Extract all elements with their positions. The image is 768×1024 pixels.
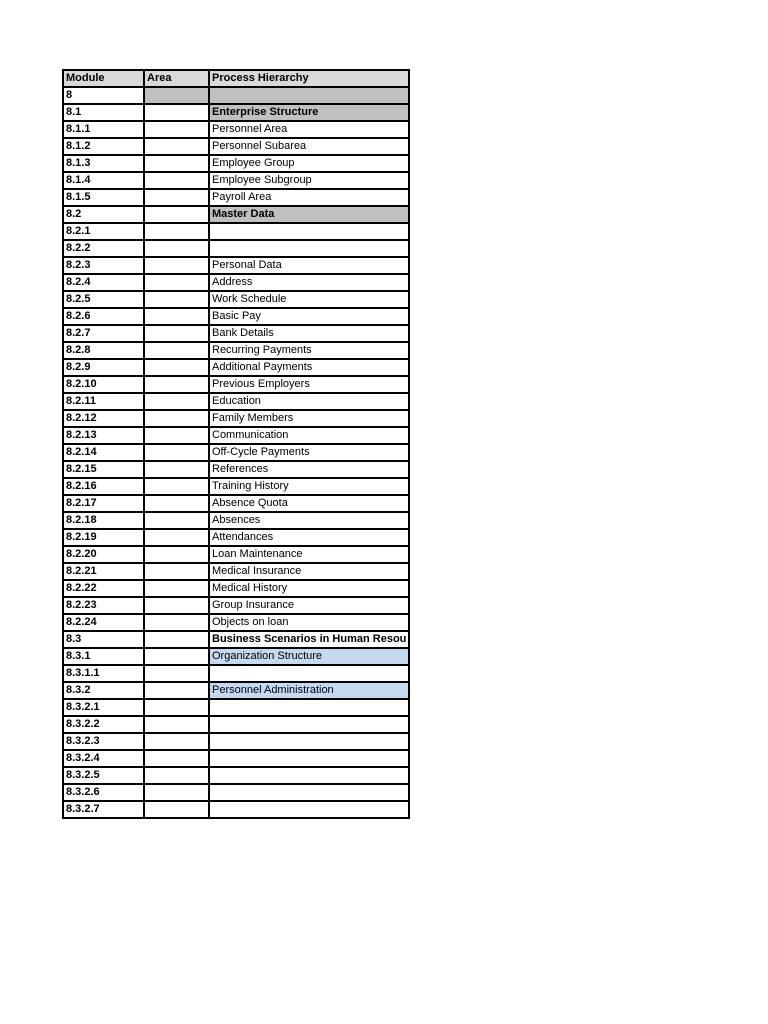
cell-area[interactable] xyxy=(144,648,209,665)
cell-process-hierarchy[interactable] xyxy=(209,240,409,257)
cell-area[interactable] xyxy=(144,784,209,801)
cell-process-hierarchy[interactable]: Loan Maintenance xyxy=(209,546,409,563)
cell-module[interactable]: 8.3.2.3 xyxy=(63,733,144,750)
table-row xyxy=(63,512,409,529)
cell-process-hierarchy[interactable]: Absence Quota xyxy=(209,495,409,512)
table-row xyxy=(63,597,409,614)
cell-area[interactable] xyxy=(144,274,209,291)
cell-area[interactable] xyxy=(144,699,209,716)
table-row xyxy=(63,546,409,563)
cell-module[interactable]: 8.2.4 xyxy=(63,274,144,291)
cell-area[interactable] xyxy=(144,257,209,274)
cell-process-hierarchy[interactable] xyxy=(209,665,409,682)
cell-process-hierarchy[interactable] xyxy=(209,716,409,733)
header-process-hierarchy[interactable]: Process Hierarchy xyxy=(209,70,409,87)
cell-process-hierarchy[interactable]: Education xyxy=(209,393,409,410)
cell-process-hierarchy[interactable]: Basic Pay xyxy=(209,308,409,325)
table-row xyxy=(63,648,409,665)
cell-process-hierarchy[interactable]: Enterprise Structure xyxy=(209,104,409,121)
cell-area[interactable] xyxy=(144,87,209,104)
cell-module[interactable]: 8.2.8 xyxy=(63,342,144,359)
cell-module[interactable]: 8.1.2 xyxy=(63,138,144,155)
cell-module[interactable]: 8.2.6 xyxy=(63,308,144,325)
cell-area[interactable] xyxy=(144,665,209,682)
cell-area[interactable] xyxy=(144,376,209,393)
cell-area[interactable] xyxy=(144,104,209,121)
cell-process-hierarchy[interactable]: Address xyxy=(209,274,409,291)
cell-module[interactable]: 8.1.3 xyxy=(63,155,144,172)
header-area[interactable]: Area xyxy=(144,70,209,87)
cell-module[interactable]: 8.2.20 xyxy=(63,546,144,563)
cell-area[interactable] xyxy=(144,172,209,189)
table-row xyxy=(63,359,409,376)
table-row xyxy=(63,767,409,784)
cell-area[interactable] xyxy=(144,240,209,257)
table-row xyxy=(63,580,409,597)
cell-area[interactable] xyxy=(144,155,209,172)
table-row xyxy=(63,631,409,648)
table-row xyxy=(63,104,409,121)
table-row xyxy=(63,206,409,223)
table-row xyxy=(63,495,409,512)
cell-process-hierarchy[interactable]: Personnel Administration xyxy=(209,682,409,699)
cell-process-hierarchy[interactable]: Personnel Subarea xyxy=(209,138,409,155)
cell-process-hierarchy[interactable] xyxy=(209,733,409,750)
table-row xyxy=(63,274,409,291)
cell-process-hierarchy[interactable]: Business Scenarios in Human Resou xyxy=(209,631,409,648)
cell-process-hierarchy[interactable] xyxy=(209,223,409,240)
cell-module[interactable]: 8.3.2.4 xyxy=(63,750,144,767)
cell-area[interactable] xyxy=(144,512,209,529)
cell-process-hierarchy[interactable]: Objects on loan xyxy=(209,614,409,631)
cell-area[interactable] xyxy=(144,767,209,784)
cell-process-hierarchy[interactable]: Previous Employers xyxy=(209,376,409,393)
cell-module[interactable]: 8.3.1.1 xyxy=(63,665,144,682)
cell-module[interactable]: 8.2.10 xyxy=(63,376,144,393)
table-row xyxy=(63,155,409,172)
cell-process-hierarchy[interactable]: Medical History xyxy=(209,580,409,597)
cell-module[interactable]: 8.3.2.5 xyxy=(63,767,144,784)
cell-area[interactable] xyxy=(144,461,209,478)
table-row xyxy=(63,444,409,461)
cell-process-hierarchy[interactable]: Payroll Area xyxy=(209,189,409,206)
cell-process-hierarchy[interactable]: Training History xyxy=(209,478,409,495)
header-row xyxy=(63,70,409,87)
cell-process-hierarchy[interactable]: Recurring Payments xyxy=(209,342,409,359)
cell-process-hierarchy[interactable] xyxy=(209,784,409,801)
cell-module[interactable]: 8.1 xyxy=(63,104,144,121)
cell-area[interactable] xyxy=(144,529,209,546)
cell-area[interactable] xyxy=(144,444,209,461)
cell-module[interactable]: 8.1.4 xyxy=(63,172,144,189)
cell-area[interactable] xyxy=(144,495,209,512)
cell-module[interactable]: 8.1.1 xyxy=(63,121,144,138)
cell-process-hierarchy[interactable]: Organization Structure xyxy=(209,648,409,665)
table-row xyxy=(63,699,409,716)
table-row xyxy=(63,291,409,308)
cell-process-hierarchy[interactable]: Off-Cycle Payments xyxy=(209,444,409,461)
table-row xyxy=(63,308,409,325)
table-row xyxy=(63,733,409,750)
cell-module[interactable]: 8.2.18 xyxy=(63,512,144,529)
cell-module[interactable]: 8.2.7 xyxy=(63,325,144,342)
cell-area[interactable] xyxy=(144,410,209,427)
table-row xyxy=(63,410,409,427)
table-header xyxy=(63,70,409,87)
table-row xyxy=(63,325,409,342)
cell-process-hierarchy[interactable] xyxy=(209,801,409,818)
table-row xyxy=(63,121,409,138)
cell-process-hierarchy[interactable] xyxy=(209,87,409,104)
cell-process-hierarchy[interactable]: References xyxy=(209,461,409,478)
table-row xyxy=(63,682,409,699)
cell-area[interactable] xyxy=(144,580,209,597)
cell-process-hierarchy[interactable]: Family Members xyxy=(209,410,409,427)
cell-module[interactable]: 8.3.2.7 xyxy=(63,801,144,818)
cell-process-hierarchy[interactable]: Additional Payments xyxy=(209,359,409,376)
cell-area[interactable] xyxy=(144,597,209,614)
cell-module[interactable]: 8.2.21 xyxy=(63,563,144,580)
cell-process-hierarchy[interactable]: Master Data xyxy=(209,206,409,223)
cell-module[interactable]: 8 xyxy=(63,87,144,104)
cell-area[interactable] xyxy=(144,631,209,648)
cell-module[interactable]: 8.2.14 xyxy=(63,444,144,461)
cell-module[interactable]: 8.2.17 xyxy=(63,495,144,512)
cell-area[interactable] xyxy=(144,716,209,733)
table-row xyxy=(63,461,409,478)
table-row xyxy=(63,784,409,801)
cell-process-hierarchy[interactable] xyxy=(209,699,409,716)
cell-area[interactable] xyxy=(144,393,209,410)
cell-process-hierarchy[interactable]: Absences xyxy=(209,512,409,529)
cell-module[interactable]: 8.2 xyxy=(63,206,144,223)
cell-area[interactable] xyxy=(144,546,209,563)
table-row xyxy=(63,478,409,495)
cell-module[interactable]: 8.2.15 xyxy=(63,461,144,478)
cell-area[interactable] xyxy=(144,563,209,580)
cell-module[interactable]: 8.3.2.2 xyxy=(63,716,144,733)
header-module[interactable]: Module xyxy=(63,70,144,87)
cell-area[interactable] xyxy=(144,121,209,138)
cell-module[interactable]: 8.2.22 xyxy=(63,580,144,597)
cell-module[interactable]: 8.2.9 xyxy=(63,359,144,376)
table-row xyxy=(63,665,409,682)
cell-module[interactable]: 8.2.3 xyxy=(63,257,144,274)
cell-module[interactable]: 8.3 xyxy=(63,631,144,648)
cell-module[interactable]: 8.2.23 xyxy=(63,597,144,614)
table-row xyxy=(63,529,409,546)
cell-process-hierarchy[interactable]: Work Schedule xyxy=(209,291,409,308)
table-row xyxy=(63,257,409,274)
cell-process-hierarchy[interactable]: Employee Subgroup xyxy=(209,172,409,189)
cell-process-hierarchy[interactable]: Medical Insurance xyxy=(209,563,409,580)
cell-area[interactable] xyxy=(144,223,209,240)
cell-area[interactable] xyxy=(144,206,209,223)
cell-area[interactable] xyxy=(144,733,209,750)
table-row xyxy=(63,393,409,410)
cell-module[interactable]: 8.2.5 xyxy=(63,291,144,308)
cell-area[interactable] xyxy=(144,308,209,325)
cell-process-hierarchy[interactable]: Personal Data xyxy=(209,257,409,274)
table-row xyxy=(63,87,409,104)
table-row xyxy=(63,240,409,257)
table-row xyxy=(63,172,409,189)
cell-process-hierarchy[interactable]: Employee Group xyxy=(209,155,409,172)
table-row xyxy=(63,716,409,733)
cell-area[interactable] xyxy=(144,801,209,818)
cell-module[interactable]: 8.2.11 xyxy=(63,393,144,410)
table-row xyxy=(63,189,409,206)
cell-process-hierarchy[interactable] xyxy=(209,767,409,784)
cell-area[interactable] xyxy=(144,325,209,342)
cell-area[interactable] xyxy=(144,291,209,308)
table-row xyxy=(63,376,409,393)
cell-area[interactable] xyxy=(144,189,209,206)
cell-module[interactable]: 8.1.5 xyxy=(63,189,144,206)
cell-process-hierarchy[interactable] xyxy=(209,750,409,767)
process-hierarchy-table xyxy=(62,69,410,819)
table-row xyxy=(63,801,409,818)
cell-area[interactable] xyxy=(144,614,209,631)
cell-process-hierarchy[interactable]: Personnel Area xyxy=(209,121,409,138)
cell-module[interactable]: 8.2.13 xyxy=(63,427,144,444)
cell-process-hierarchy[interactable]: Attendances xyxy=(209,529,409,546)
table-row xyxy=(63,427,409,444)
cell-area[interactable] xyxy=(144,427,209,444)
cell-module[interactable]: 8.3.2.6 xyxy=(63,784,144,801)
table-row xyxy=(63,138,409,155)
cell-module[interactable]: 8.2.12 xyxy=(63,410,144,427)
cell-area[interactable] xyxy=(144,750,209,767)
cell-area[interactable] xyxy=(144,478,209,495)
cell-module[interactable]: 8.3.1 xyxy=(63,648,144,665)
table-row xyxy=(63,750,409,767)
cell-module[interactable]: 8.2.16 xyxy=(63,478,144,495)
table-row xyxy=(63,563,409,580)
table-body xyxy=(63,87,409,818)
cell-process-hierarchy[interactable]: Communication xyxy=(209,427,409,444)
cell-area[interactable] xyxy=(144,138,209,155)
cell-module[interactable]: 8.3.2.1 xyxy=(63,699,144,716)
cell-process-hierarchy[interactable]: Group Insurance xyxy=(209,597,409,614)
cell-module[interactable]: 8.2.24 xyxy=(63,614,144,631)
cell-module[interactable]: 8.3.2 xyxy=(63,682,144,699)
table-row xyxy=(63,342,409,359)
cell-area[interactable] xyxy=(144,359,209,376)
cell-module[interactable]: 8.2.1 xyxy=(63,223,144,240)
table-row xyxy=(63,223,409,240)
cell-area[interactable] xyxy=(144,342,209,359)
cell-module[interactable]: 8.2.19 xyxy=(63,529,144,546)
cell-area[interactable] xyxy=(144,682,209,699)
cell-process-hierarchy[interactable]: Bank Details xyxy=(209,325,409,342)
table-row xyxy=(63,614,409,631)
cell-module[interactable]: 8.2.2 xyxy=(63,240,144,257)
